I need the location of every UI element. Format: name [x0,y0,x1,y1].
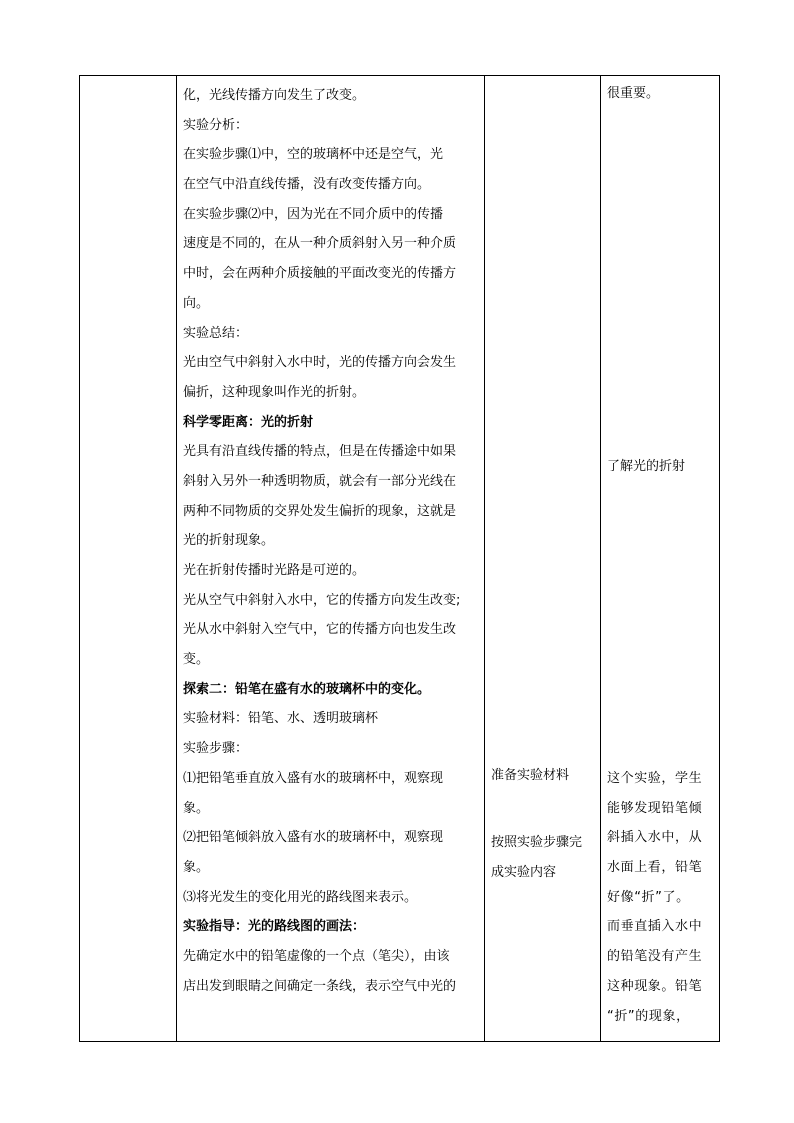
content-line: 科学零距离：光的折射 [183,414,314,430]
note-line: 这个实验，学生 [607,771,703,786]
teaching-content-lines [177,76,484,1001]
content-line: 光从空气中斜射入水中，它的传播方向发生改变; [183,592,461,608]
content-line: 在实验步骤⑴中，空的玻璃杯中还是空气，光 [183,147,444,163]
content-line: 光从水中斜射入空气中，它的传播方向也发生改 [183,622,457,638]
content-line: ⑵把铅笔倾斜放入盛有水的玻璃杯中，观察现 [183,830,444,846]
note-line: 而垂直插入水中 [607,919,703,935]
content-line: 光具有沿直线传播的特点，但是在传播途中如果 [183,444,457,460]
complete-experiment-text-line-1: 按照实验步骤完 [491,835,583,850]
student-activity-cell [485,76,601,1042]
content-line: 两种不同物质的交界处发生偏折的现象，这就是 [183,503,457,519]
content-line: 实验指导：光的路线图的画法： [183,919,366,935]
content-line: 偏折，这种现象叫作光的折射。 [183,384,366,400]
understand-refraction-text: 了解光的折射 [607,459,686,474]
teaching-content-cell [177,76,485,1042]
lesson-plan-table [79,75,720,1042]
content-line: 化，光线传播方向发生了改变。 [183,88,366,103]
content-line: 速度是不同的，在从一种介质斜射入另一种介质 [183,236,457,252]
content-line: ⑶将光发生的变化用光的路线图来表示。 [183,889,418,905]
empty-first-column-cell [80,76,177,1042]
content-line: 实验步骤： [183,741,249,757]
content-line: 探索二：铅笔在盛有水的玻璃杯中的变化。 [183,681,431,697]
content-line: 斜射入另外一种透明物质，就会有一部分光线在 [183,473,457,489]
content-line: 中时，会在两种介质接触的平面改变光的传播方 [183,266,457,282]
note-line: 好像“折”了。 [607,889,690,905]
content-line: 向。 [183,295,210,311]
content-line: ⑴把铅笔垂直放入盛有水的玻璃杯中，观察现 [183,770,444,786]
very-important-text: 很重要。 [607,86,660,101]
content-line: 光的折射现象。 [183,533,275,549]
content-line: 实验分析： [183,117,249,133]
note-line: 的铅笔没有产生 [607,949,703,965]
table-row [80,76,720,1042]
note-line: 这种现象。铅笔 [607,978,703,994]
complete-experiment-text-line-2: 成实验内容 [491,865,557,880]
content-line: 先确定水中的铅笔虚像的一个点（笔尖），由该 [183,948,450,964]
note-line: 水面上看，铅笔 [607,860,703,876]
content-line: 象。 [183,800,210,816]
note-line: 能够发现铅笔倾 [607,800,703,816]
content-line: 光由空气中斜射入水中时，光的传播方向会发生 [183,355,457,371]
content-line: 店出发到眼睛之间确定一条线，表示空气中光的 [183,978,457,994]
content-line: 实验总结： [183,325,249,341]
content-line: 变。 [183,652,210,668]
experiment-note-lines [607,764,715,1031]
note-line: 斜插入水中，从 [607,830,703,846]
content-line: 光在折射传播时光路是可逆的。 [183,563,366,578]
content-line: 在空气中沿直线传播，没有改变传播方向。 [183,177,431,193]
content-line: 实验材料：铅笔、水、透明玻璃杯 [183,711,379,727]
note-line: “折”的现象， [607,1008,690,1024]
design-intent-cell [601,76,720,1042]
content-line: 在实验步骤⑵中，因为光在不同介质中的传播 [183,206,444,222]
prepare-materials-text: 准备实验材料 [491,768,570,783]
content-line: 象。 [183,859,210,875]
